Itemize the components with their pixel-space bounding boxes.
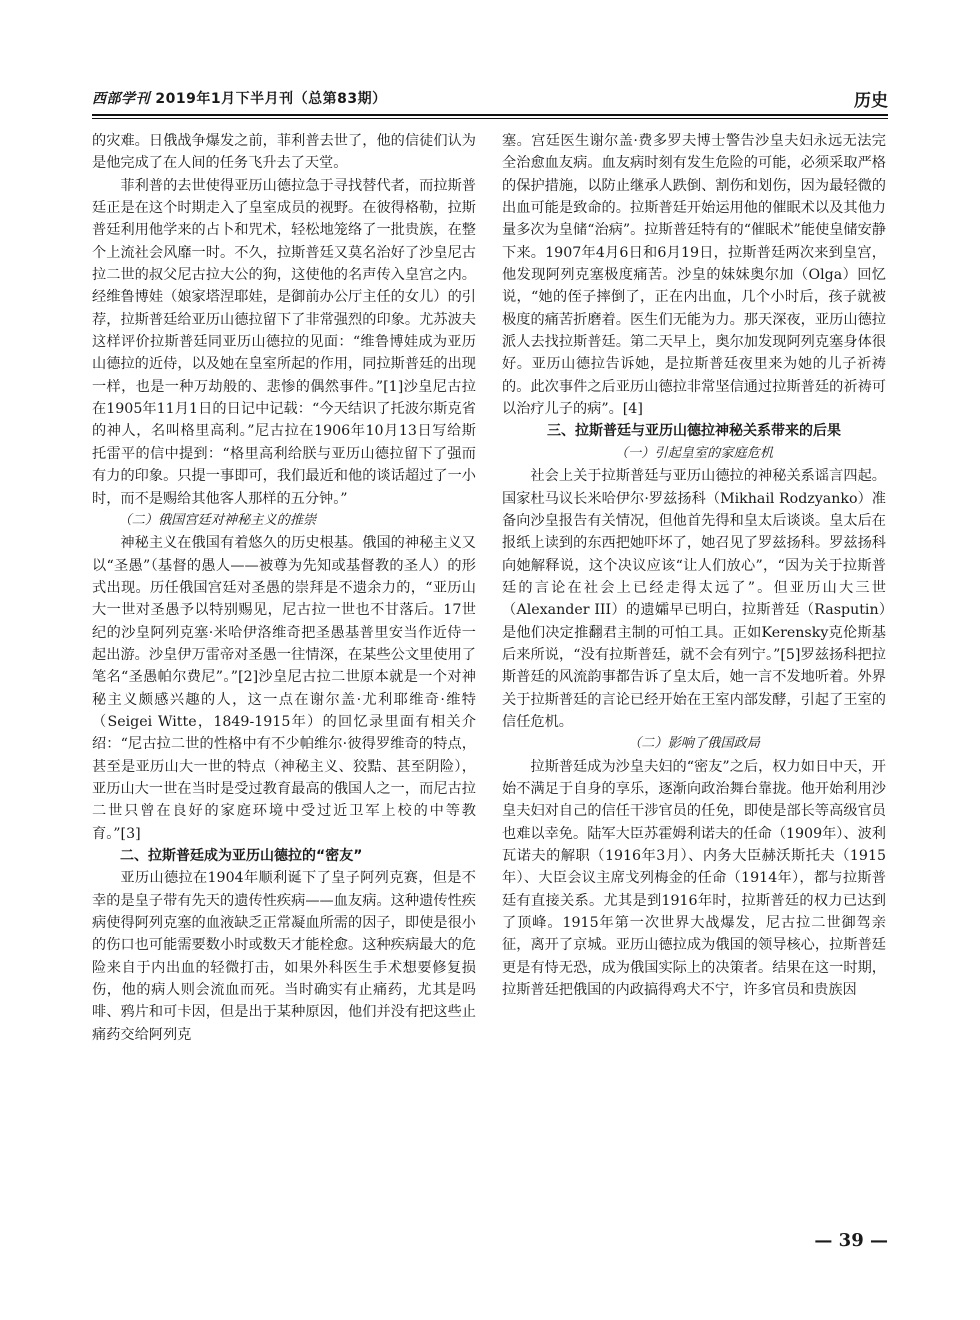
journal-title	[92, 88, 387, 108]
paragraph: 菲利普的去世使得亚历山德拉急于寻找替代者，而拉斯普廷正是在这个时期走入了皇室成员的视野。在彼得格勒，拉斯普廷利用他学来的占卜和咒术，轻松地笼络了一批贵族，在整个上流社会风靡一时。不久，拉斯普廷又莫名治好了沙皇尼古拉二世的叔父尼古拉大公的狗，这使他的名声传入皇宫之内。经维鲁博娃（娘家塔涅耶娃，是御前办公厅主任的女儿）的引荐，拉斯普廷给亚历山德拉留下了非常强烈的印象。尤苏波夫这样评价拉斯普廷同亚历山德拉的见面：“维鲁博娃成为亚历山德拉的近侍，以及她在皇室所起的作用，同拉斯普廷的出现一样，也是一种万劫般的、悲惨的偶然事件。”[1]沙皇尼古拉在1905年11月1日的日记中记载：“今天结识了托波尔斯克省的神人，名叫格里高利。”尼古拉在1906年10月13日写给斯托雷平的信中提到：“格里高利给朕与亚历山德拉留下了强而有力的印象。只提一事即可，我们最近和他的谈话超过了一小时，而不是赐给其他客人那样的五分钟。”	[92, 177, 476, 507]
paragraph: 的灾难。日俄战争爆发之前，菲利普去世了，他的信徒们认为是他完成了在人间的任务飞升去了天堂。	[92, 133, 476, 172]
paragraph: 神秘主义在俄国有着悠久的历史根基。俄国的神秘主义又以“圣愚”（基督的愚人——被尊为先知或基督教的圣人）的形式出现。历任俄国宫廷对圣愚的崇拜是不遗余力的，“亚历山大一世对圣愚予以特别赐见，尼古拉一世也不甘落后。17世纪的沙皇阿列克塞·米哈伊洛维奇把圣愚基普里安当作近侍一起出游。沙皇伊万雷帝对圣愚一往情深，在某些公文里使用了笔名“圣愚帕尔费尼”。”[2]沙皇尼古拉二世原本就是一个对神秘主义颇感兴趣的人，这一点在谢尔盖·尤利耶维奇·维特（Seigei Witte，1849-1915年）的回忆录里面有相关介绍：“尼古拉二世的性格中有不少帕维尔·彼得罗维奇的特点，甚至是亚历山大一世的特点（神秘主义、狡黠、甚至阴险），亚历山大一世在当时是受过教育最高的俄国人之一，而尼古拉二世只曾在良好的家庭环境中受过近卫军上校的中等教育。”[3]	[92, 535, 476, 842]
paragraph: 拉斯普廷成为沙皇夫妇的“密友”之后，权力如日中天，开始不满足于自身的享乐，逐渐向政治舞台靠拢。他开始利用沙皇夫妇对自己的信任干涉官员的任免，即使是部长等高级官员也难以幸免。陆军大臣苏霍姆利诺夫的任命（1909年）、波利瓦诺夫的解职（1916年3月）、内务大臣赫沃斯托夫（1915年）、大臣会议主席戈列梅金的任命（1914年），都与拉斯普廷有直接关系。尤其是到1916年时，拉斯普廷的权力已达到了顶峰。1915年第一次世界大战爆发，尼古拉二世御驾亲征，离开了京城。亚历山德拉成为俄国的领导核心，拉斯普廷更是有恃无恐，成为俄国实际上的决策者。结果在这一时期，拉斯普廷把俄国的内政搞得鸡犬不宁，许多官员和贵族因	[502, 758, 886, 999]
header-rule-thick	[92, 114, 888, 116]
right-column	[502, 130, 886, 1001]
subsection-heading: （二）俄国宫廷对神秘主义的推崇	[118, 512, 317, 528]
subsection-heading: （二）影响了俄国政局	[628, 736, 760, 752]
subsection-heading: （一）引起皇室的家庭危机	[614, 445, 774, 461]
journal-brand: 西部学刊	[92, 91, 150, 107]
paragraph: 社会上关于拉斯普廷与亚历山德拉的神秘关系谣言四起。国家杜马议长米哈伊尔·罗兹扬科（Mikhail Rodzyanko）准备向沙皇报告有关情况，但他首先得和皇太后谈谈。皇太后在报纸上读到的东西把她吓坏了，她召见了罗兹扬科。罗兹扬科向她解释说，这个决议应该“让人们放心”，“因为关于拉斯普廷的言论在社会上已经走得太远了”。但亚历山大三世（Alexander III）的遗孀早已明白，拉斯普廷（Rasputin）是他们决定推翻君主制的可怕工具。正如Kerensky克伦斯基后来所说，“没有拉斯普廷，就不会有列宁。”[5]罗兹扬科把拉斯普廷的风流韵事都告诉了皇太后，她一言不发地听着。外界关于拉斯普廷的言论已经开始在王室内部发酵，引起了王室的信任危机。	[502, 468, 886, 730]
running-header	[92, 84, 888, 114]
section-heading: 三、拉斯普廷与亚历山德拉神秘关系带来的后果	[547, 423, 841, 440]
paragraph: 亚历山德拉在1904年顺利诞下了皇子阿列克赛，但是不幸的是皇子带有先天的遗传性疾病——血友病。这种遗传性疾病使得阿列克塞的血液缺乏正常凝血所需的因子，即使是很小的伤口也可能需要数小时或数天才能栓愈。这种疾病最大的危险来自于内出血的轻微打击，如果外科医生手术想要修复损伤，他的病人则会流血而死。当时确实有止痛药，尤其是吗啡、鸦片和可卡因，但是出于某种原因，他们并没有把这些止痛药交给阿列克	[92, 870, 476, 1043]
header-rule-thin	[92, 118, 888, 119]
section-heading: 二、拉斯普廷成为亚历山德拉的“密友”	[120, 848, 363, 864]
section-label: 历史	[854, 91, 888, 111]
page-number: — 39 —	[814, 1230, 888, 1251]
paragraph: 塞。宫廷医生谢尔盖·费多罗夫博士警告沙皇夫妇永远无法完全治愈血友病。血友病时刻有发生危险的可能，必须采取严格的保护措施，以防止继承人跌倒、割伤和划伤，因为最轻微的出血可能是致命的。拉斯普廷开始运用他的催眠术以及其他力量多次为皇储“治病”。拉斯普廷特有的“催眠术”能使皇储安静下来。1907年4月6日和6月19日，拉斯普廷两次来到皇宫，他发现阿列克塞极度痛苦。沙皇的妹妹奥尔加（Olga）回忆说，“她的侄子摔倒了，正在内出血，几个小时后，孩子就被极度的痛苦折磨着。医生们无能为力。那天深夜，亚历山德拉派人去找拉斯普廷。第二天早上，奥尔加发现阿列克塞身体很好。亚历山德拉告诉她，是拉斯普廷夜里来为她的儿子祈祷的。此次事件之后亚历山德拉非常坚信通过拉斯普廷的祈祷可以治疗儿子的病”。[4]	[502, 133, 886, 418]
left-column	[92, 130, 476, 1046]
journal-issue: 2019年1月下半月刊（总第83期）	[155, 91, 387, 107]
